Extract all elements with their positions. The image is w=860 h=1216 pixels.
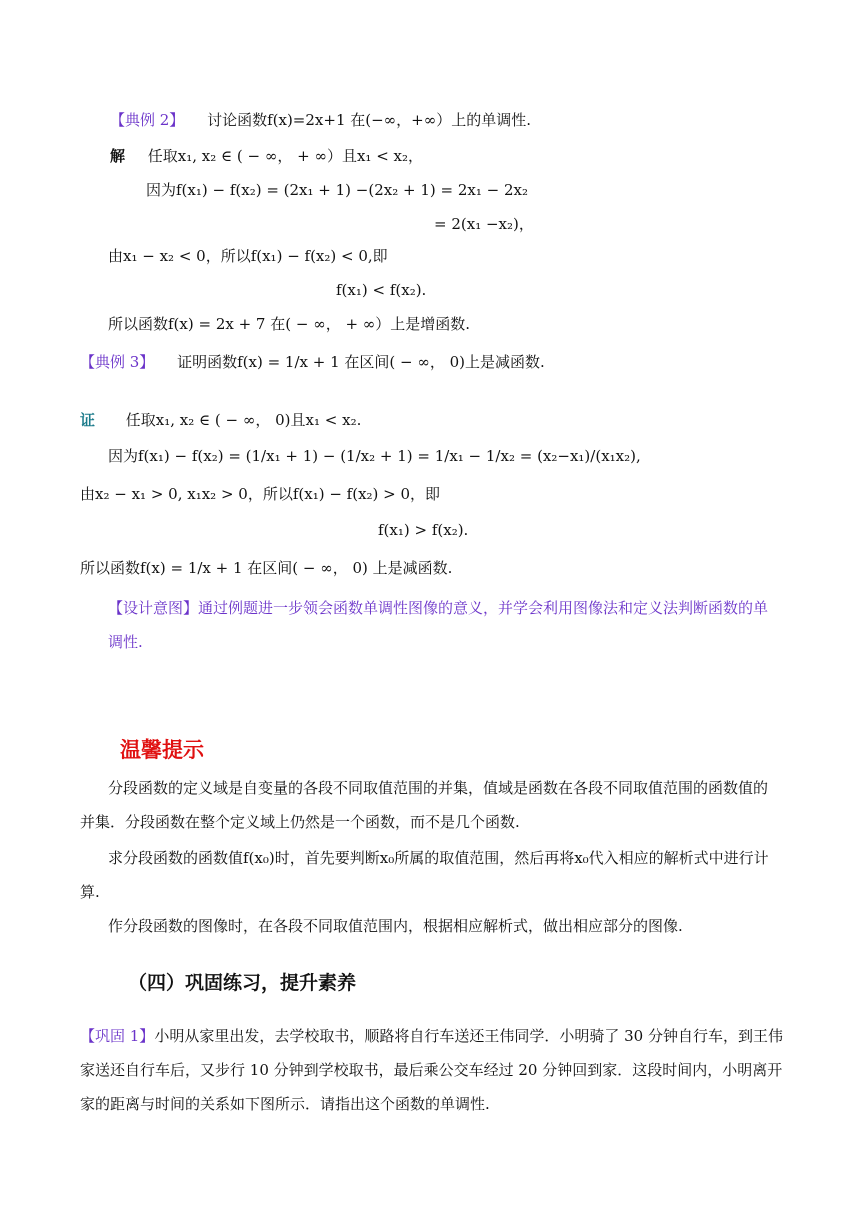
example2-step4: 由x₁ − x₂ < 0，所以f(x₁) − f(x₂) < 0,即	[108, 247, 388, 265]
tips-p3: 作分段函数的图像时，在各段不同取值范围内，根据相应解析式，做出相应部分的图像.	[108, 917, 683, 935]
example2-statement: 讨论函数f(x)=2x+1 在(−∞，+∞）上的单调性.	[207, 111, 532, 129]
example2-tag: 【典例 2】	[110, 111, 185, 129]
exercise1-line3: 家的距离与时间的关系如下图所示．请指出这个函数的单调性.	[80, 1095, 490, 1113]
example2-heading	[110, 110, 531, 130]
example3-step4: f(x₁) > f(x₂).	[378, 521, 469, 539]
exercise1-line2: 家送还自行车后，又步行 10 分钟到学校取书，最后乘公交车经过 20 分钟回到家．这段时间内，小明离开	[80, 1061, 783, 1079]
example3-heading	[80, 352, 545, 372]
solution-label: 解	[110, 147, 126, 165]
section4-title: （四）巩固练习，提升素养	[128, 972, 357, 994]
example3-step2: 因为f(x₁) − f(x₂) = (1/x₁ + 1) − (1/x₂ + 1) = 1/x₁ − 1/x₂ = (x₂−x₁)/(x₁x₂),	[108, 447, 641, 465]
design-intent-tag: 【设计意图】	[108, 599, 199, 617]
design-intent-line1	[108, 598, 768, 618]
proof-label: 证	[80, 411, 96, 429]
example2-step2: 因为f(x₁) − f(x₂) = (2x₁ + 1) −(2x₂ + 1) = 2x₁ − 2x₂	[146, 181, 528, 199]
tips-p1-line2: 并集．分段函数在整个定义域上仍然是一个函数，而不是几个函数.	[80, 813, 520, 831]
exercise1-text1: 小明从家里出发，去学校取书，顺路将自行车送还王伟同学．小明骑了 30 分钟自行车，到王伟	[154, 1027, 783, 1045]
example2-conclusion: 所以函数f(x) = 2x + 7 在( − ∞， + ∞）上是增函数.	[108, 315, 471, 333]
example3-step1-line	[80, 410, 361, 430]
design-intent-line2: 调性.	[108, 633, 143, 651]
exercise1-line1	[80, 1026, 783, 1046]
example2-step1-line	[110, 146, 423, 166]
tips-p2-line2: 算.	[80, 883, 100, 901]
example3-tag: 【典例 3】	[80, 353, 155, 371]
example2-step5: f(x₁) < f(x₂).	[336, 281, 427, 299]
tips-title: 温馨提示	[120, 738, 204, 762]
example3-step3: 由x₂ − x₁ > 0, x₁x₂ > 0，所以f(x₁) − f(x₂) > 0，即	[80, 485, 441, 503]
example2-step1: 任取x₁, x₂ ∈ ( − ∞， + ∞）且x₁ < x₂，	[147, 147, 424, 165]
tips-p2-line1: 求分段函数的函数值f(x₀)时，首先要判断x₀所属的取值范围，然后再将x₀代入相应的解析式中进行计	[108, 849, 769, 867]
example2-step3: = 2(x₁ −x₂)，	[434, 215, 534, 233]
design-intent-text1: 通过例题进一步领会函数单调性图像的意义，并学会利用图像法和定义法判断函数的单	[198, 599, 769, 617]
example3-statement: 证明函数f(x) = 1/x + 1 在区间( − ∞， 0)上是减函数.	[177, 353, 545, 371]
example3-step1: 任取x₁, x₂ ∈ ( − ∞， 0)且x₁ < x₂.	[125, 411, 362, 429]
exercise1-tag: 【巩固 1】	[80, 1027, 155, 1045]
tips-p1-line1: 分段函数的定义域是自变量的各段不同取值范围的并集，值域是函数在各段不同取值范围的函数值的	[108, 779, 769, 797]
example3-conclusion: 所以函数f(x) = 1/x + 1 在区间( − ∞， 0) 上是减函数.	[80, 559, 453, 577]
